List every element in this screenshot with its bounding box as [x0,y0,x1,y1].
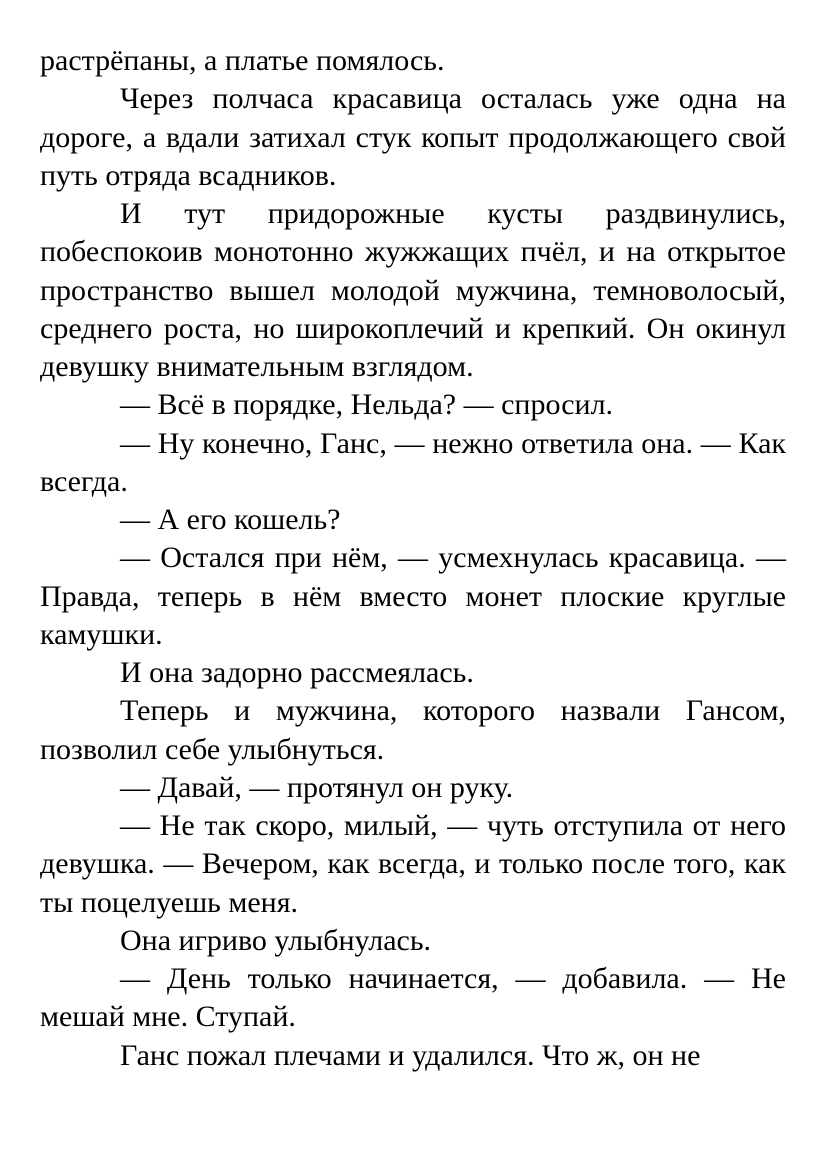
paragraph-10: — Давай, — протянул он руку. [120,770,514,804]
paragraph-11: — Не так скоро, милый, — чуть отступила от него девушка. — Вечером, как всегда, и только после того, как ты поцелуешь меня. [40,809,786,919]
paragraph-14: Ганс пожал плечами и удалился. Что ж, он не [120,1038,701,1072]
paragraph-2: Через полчаса красавица осталась уже одна на дороге, а вдали затихал стук копыт продолжающего свой путь отряда всадников. [40,82,786,192]
paragraph-3: И тут придорожные кусты раздвинулись, побеспокоив монотонно жужжащих пчёл, и на открытое пространство вышел молодой мужчина, темноволосый, среднего роста, но широкоплечий и крепкий. Он окинул девушку внимательным взглядом. [40,197,786,383]
paragraph-7: — Остался при нём, — усмехнулась красавица. — Правда, теперь в нём вместо монет плоские круглые камушки. [40,541,786,651]
paragraph-1: растрёпаны, а платье помялось. [40,44,445,77]
paragraph-12: Она игриво улыбнулась. [120,923,432,957]
paragraph-5: — Ну конечно, Ганс, — нежно ответила она. — Как всегда. [40,426,786,498]
paragraph-4: — Всё в порядке, Нельда? — спросил. [120,388,614,422]
paragraph-6: — А его кошель? [120,503,341,536]
document-page [40,42,786,1075]
paragraph-13: — День только начинается, — добавила. — Не мешай мне. Ступай. [40,962,786,1034]
paragraph-9: Теперь и мужчина, которого назвали Гансом, позволил себе улыбнуться. [40,694,786,766]
paragraph-8: И она задорно рассмеялась. [120,656,474,689]
